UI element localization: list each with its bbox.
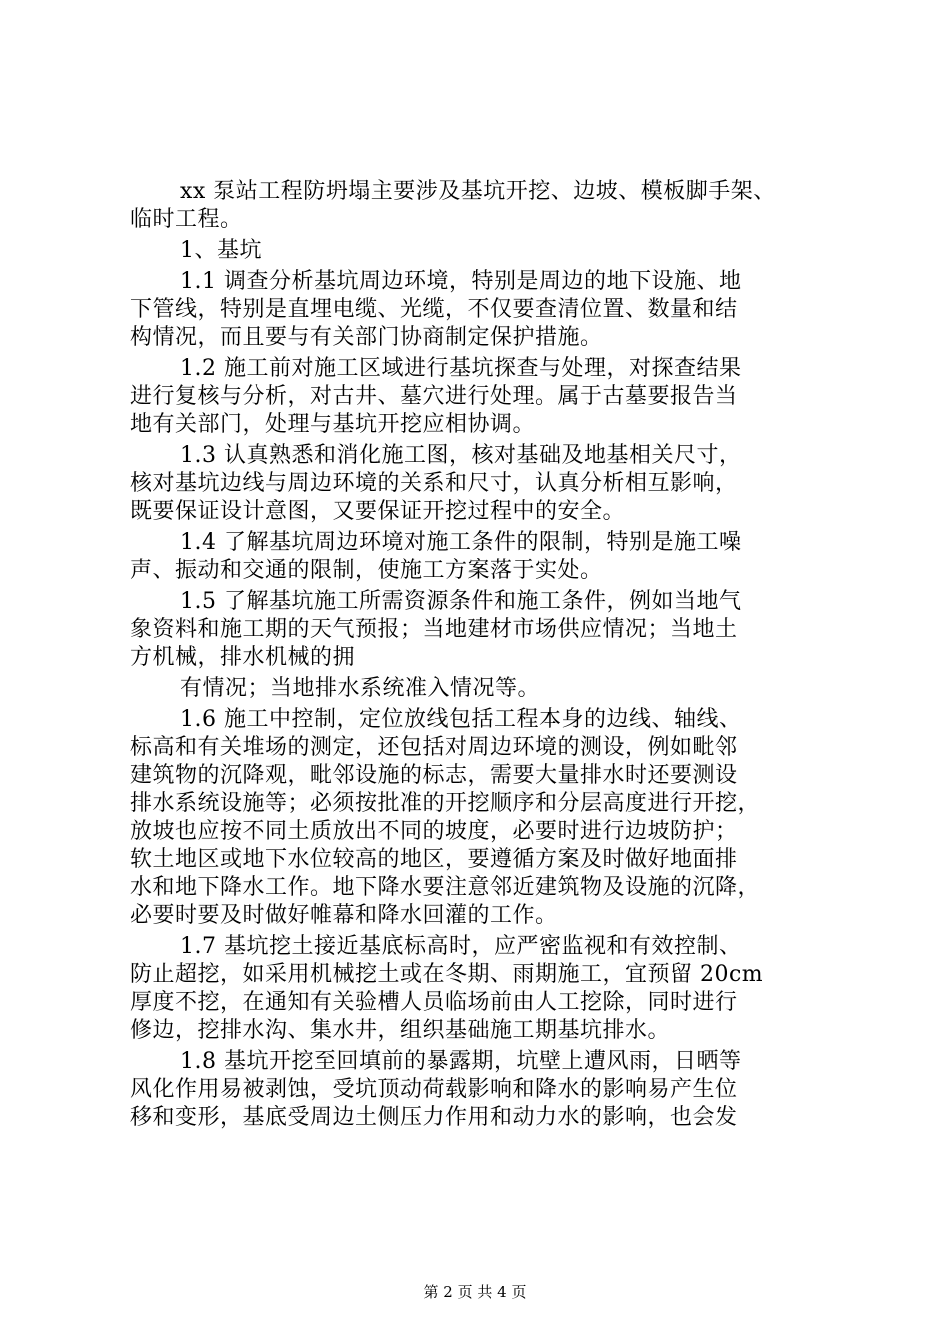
text-line: 进行复核与分析，对古井、墓穴进行处理。属于古墓要报告当: [130, 384, 738, 409]
text-line: 修边，挖排水沟、集水井，组织基础施工期基坑排水。: [130, 1018, 671, 1043]
paragraph: [130, 355, 840, 439]
paragraph: [130, 529, 840, 585]
paragraph: [130, 675, 840, 703]
text-line: 既要保证设计意图，又要保证开挖过程中的安全。: [130, 499, 626, 524]
text-line: 1.6 施工中控制，定位放线包括工程本身的边线、轴线、: [180, 707, 742, 732]
text-line: xx 泵站工程防坍塌主要涉及基坑开挖、边坡、模板脚手架、: [180, 179, 776, 204]
text-line: 标高和有关堆场的测定，还包括对周边环境的测设，例如毗邻: [130, 735, 738, 760]
text-line: 地有关部门，处理与基坑开挖应相协调。: [130, 412, 536, 437]
document-body: [130, 178, 840, 1132]
text-line: 下管线，特别是直埋电缆、光缆，不仅要查清位置、数量和结: [130, 297, 738, 322]
text-line: 象资料和施工期的天气预报；当地建材市场供应情况；当地土: [130, 617, 738, 642]
paragraph: [130, 933, 840, 1045]
text-line: 水和地下降水工作。地下降水要注意邻近建筑物及设施的沉降，: [130, 875, 761, 900]
paragraph: [130, 442, 840, 526]
text-line: 1.4 了解基坑周边环境对施工条件的限制，特别是施工噪: [180, 530, 742, 555]
paragraph: [130, 588, 840, 672]
text-line: 防止超挖，如采用机械挖土或在冬期、雨期施工，宜预留 20cm: [130, 962, 764, 987]
text-line: 1.7 基坑挖土接近基底标高时，应严密监视和有效控制、: [180, 934, 742, 959]
text-line: 1.8 基坑开挖至回填前的暴露期，坑壁上遭风雨，日晒等: [180, 1049, 742, 1074]
text-line: 建筑物的沉降观，毗邻设施的标志，需要大量排水时还要测设: [130, 763, 738, 788]
text-line: 声、振动和交通的限制，使施工方案落于实处。: [130, 558, 603, 583]
text-line: 排水系统设施等；必须按批准的开挖顺序和分层高度进行开挖，: [130, 791, 761, 816]
text-line: 临时工程。: [130, 207, 243, 232]
text-line: 构情况，而且要与有关部门协商制定保护措施。: [130, 325, 603, 350]
text-line: 软土地区或地下水位较高的地区，要遵循方案及时做好地面排: [130, 847, 738, 872]
paragraph: [130, 178, 840, 234]
paragraph: [130, 268, 840, 352]
text-line: 1.5 了解基坑施工所需资源条件和施工条件，例如当地气: [180, 589, 742, 614]
paragraph: [130, 1048, 840, 1132]
text-line: 核对基坑边线与周边环境的关系和尺寸，认真分析相互影响，: [130, 471, 738, 496]
text-line: 1.2 施工前对施工区域进行基坑探查与处理，对探查结果: [180, 356, 742, 381]
text-line: 1.1 调查分析基坑周边环境，特别是周边的地下设施、地: [180, 269, 742, 294]
paragraph: [130, 237, 840, 265]
text-line: 有情况；当地排水系统准入情况等。: [180, 676, 541, 701]
text-line: 1、基坑: [180, 238, 262, 263]
paragraph: [130, 706, 840, 930]
page-footer: 第 2 页 共 4 页: [423, 1283, 527, 1301]
text-line: 厚度不挖，在通知有关验槽人员临场前由人工挖除，同时进行: [130, 990, 738, 1015]
text-line: 方机械，排水机械的拥: [130, 645, 356, 670]
text-line: 风化作用易被剥蚀，受坑顶动荷载影响和降水的影响易产生位: [130, 1077, 738, 1102]
text-line: 放坡也应按不同土质放出不同的坡度，必要时进行边坡防护；: [130, 819, 738, 844]
text-line: 1.3 认真熟悉和消化施工图，核对基础及地基相关尺寸，: [180, 443, 742, 468]
text-line: 移和变形，基底受周边土侧压力作用和动力水的影响，也会发: [130, 1105, 738, 1130]
text-line: 必要时要及时做好帷幕和降水回灌的工作。: [130, 903, 558, 928]
